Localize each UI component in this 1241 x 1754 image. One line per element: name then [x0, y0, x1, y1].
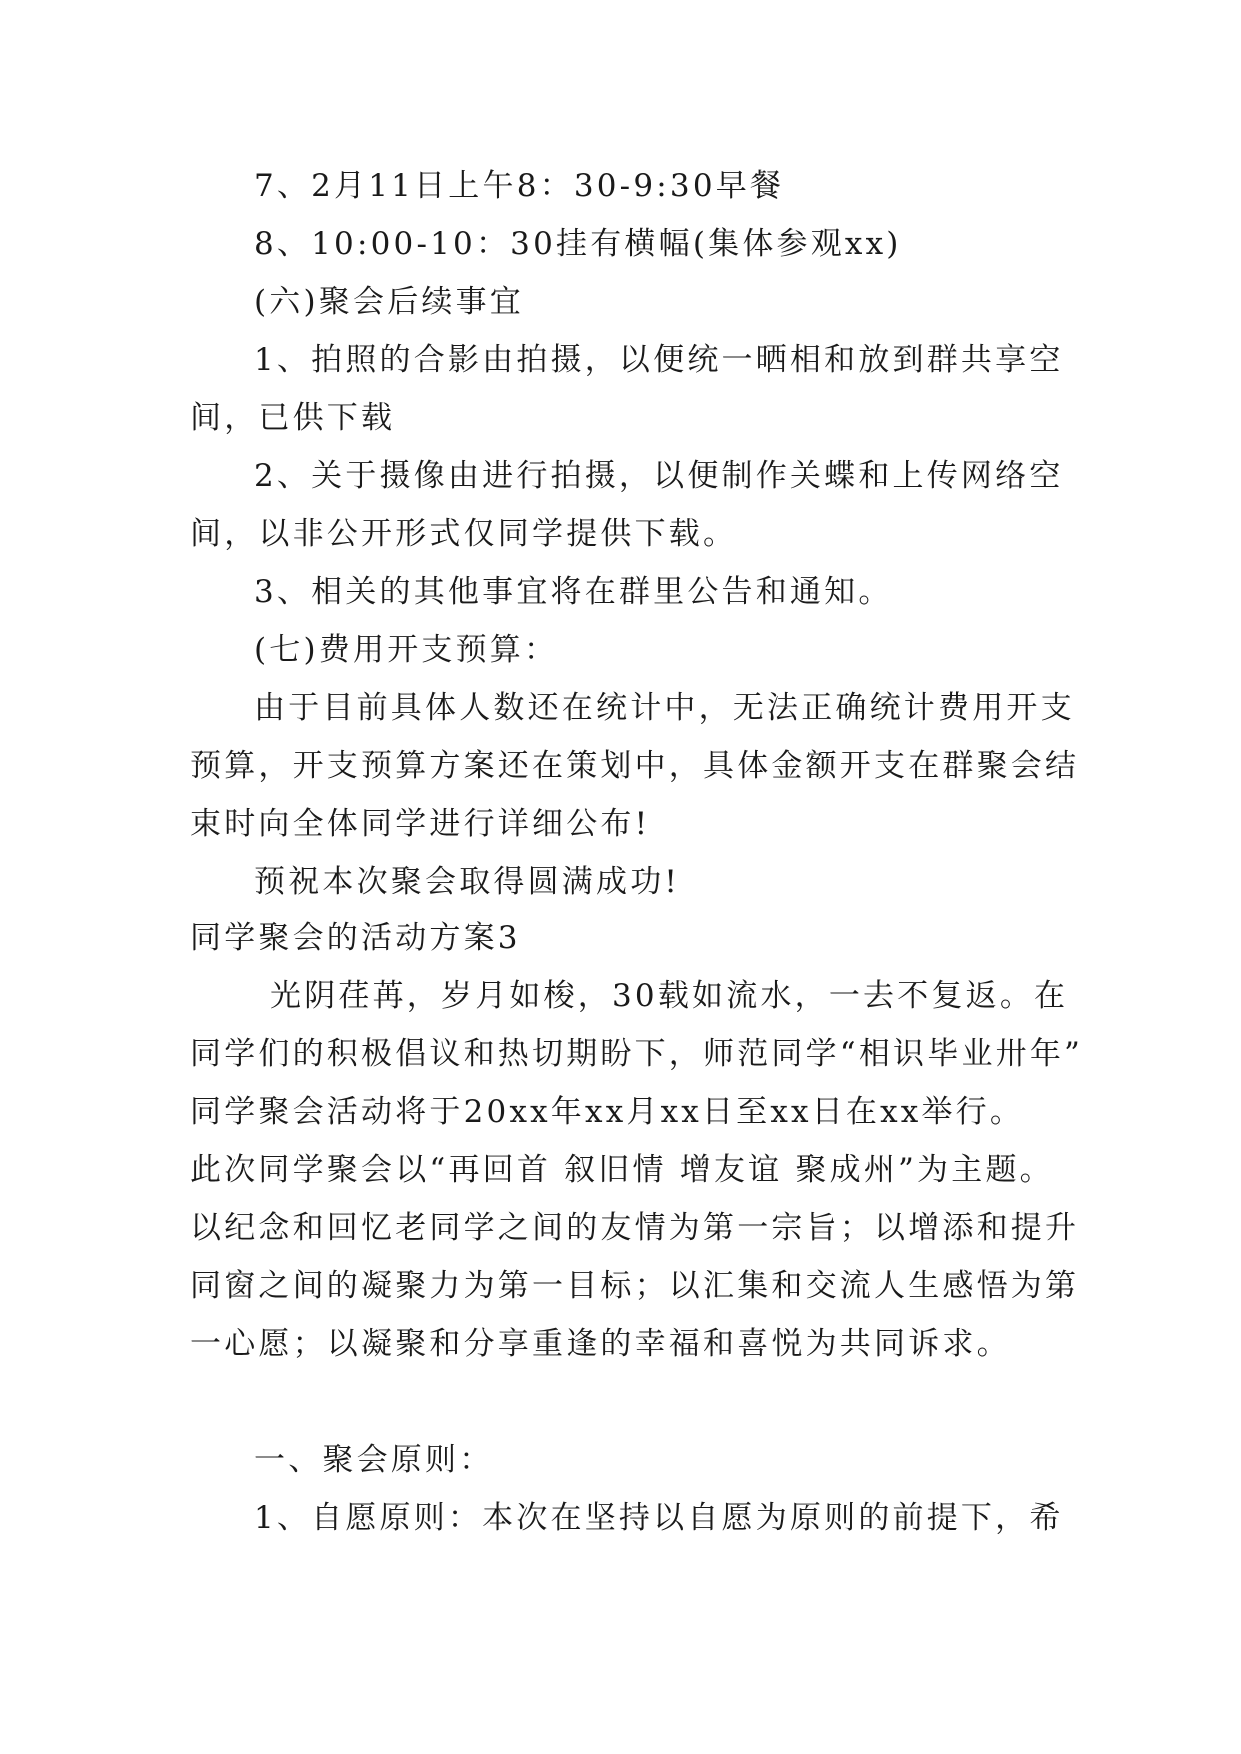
- paragraph-line: 预祝本次聚会取得圆满成功!: [254, 864, 681, 900]
- document-title: 同学聚会的活动方案3: [190, 920, 521, 956]
- paragraph-line: 光阴荏苒，岁月如梭，30载如流水，一去不复返。在: [270, 978, 1069, 1014]
- section-heading: (七)费用开支预算：: [254, 632, 559, 668]
- paragraph-line: 由于目前具体人数还在统计中，无法正确统计费用开支: [254, 690, 1075, 726]
- paragraph-line: 以纪念和回忆老同学之间的友情为第一宗旨；以增添和提升: [190, 1210, 1080, 1246]
- paragraph-line: 2、关于摄像由进行拍摄，以便制作关蝶和上传网络空: [254, 458, 1064, 494]
- paragraph-line: 束时向全体同学进行详细公布!: [190, 806, 651, 842]
- paragraph-line: 同学聚会活动将于20xx年xx月xx日至xx日在xx举行。: [190, 1094, 1025, 1130]
- paragraph-line: 7、2月11日上午8：30-9:30早餐: [254, 168, 785, 204]
- paragraph-line: 1、拍照的合影由拍摄，以便统一晒相和放到群共享空: [254, 342, 1064, 378]
- paragraph-line: 间，以非公开形式仅同学提供下载。: [190, 516, 738, 552]
- section-heading: (六)聚会后续事宜: [254, 284, 524, 320]
- paragraph-line: 3、相关的其他事宜将在群里公告和通知。: [254, 574, 893, 610]
- paragraph-line: 8、10:00-10：30挂有横幅(集体参观xx): [254, 226, 902, 262]
- paragraph-line: 同学们的积极倡议和热切期盼下，师范同学“相识毕业卅年”: [190, 1036, 1084, 1072]
- paragraph-line: 一心愿；以凝聚和分享重逢的幸福和喜悦为共同诉求。: [190, 1326, 1011, 1362]
- paragraph-line: 1、自愿原则：本次在坚持以自愿为原则的前提下，希: [254, 1500, 1064, 1536]
- section-heading: 一、聚会原则：: [254, 1442, 494, 1478]
- paragraph-line: 此次同学聚会以“再回首 叙旧情 增友谊 聚成州”为主题。: [190, 1152, 1054, 1188]
- paragraph-line: 间，已供下载: [190, 400, 396, 436]
- paragraph-line: 同窗之间的凝聚力为第一目标；以汇集和交流人生感悟为第: [190, 1268, 1080, 1304]
- paragraph-line: 预算，开支预算方案还在策划中，具体金额开支在群聚会结: [190, 748, 1080, 784]
